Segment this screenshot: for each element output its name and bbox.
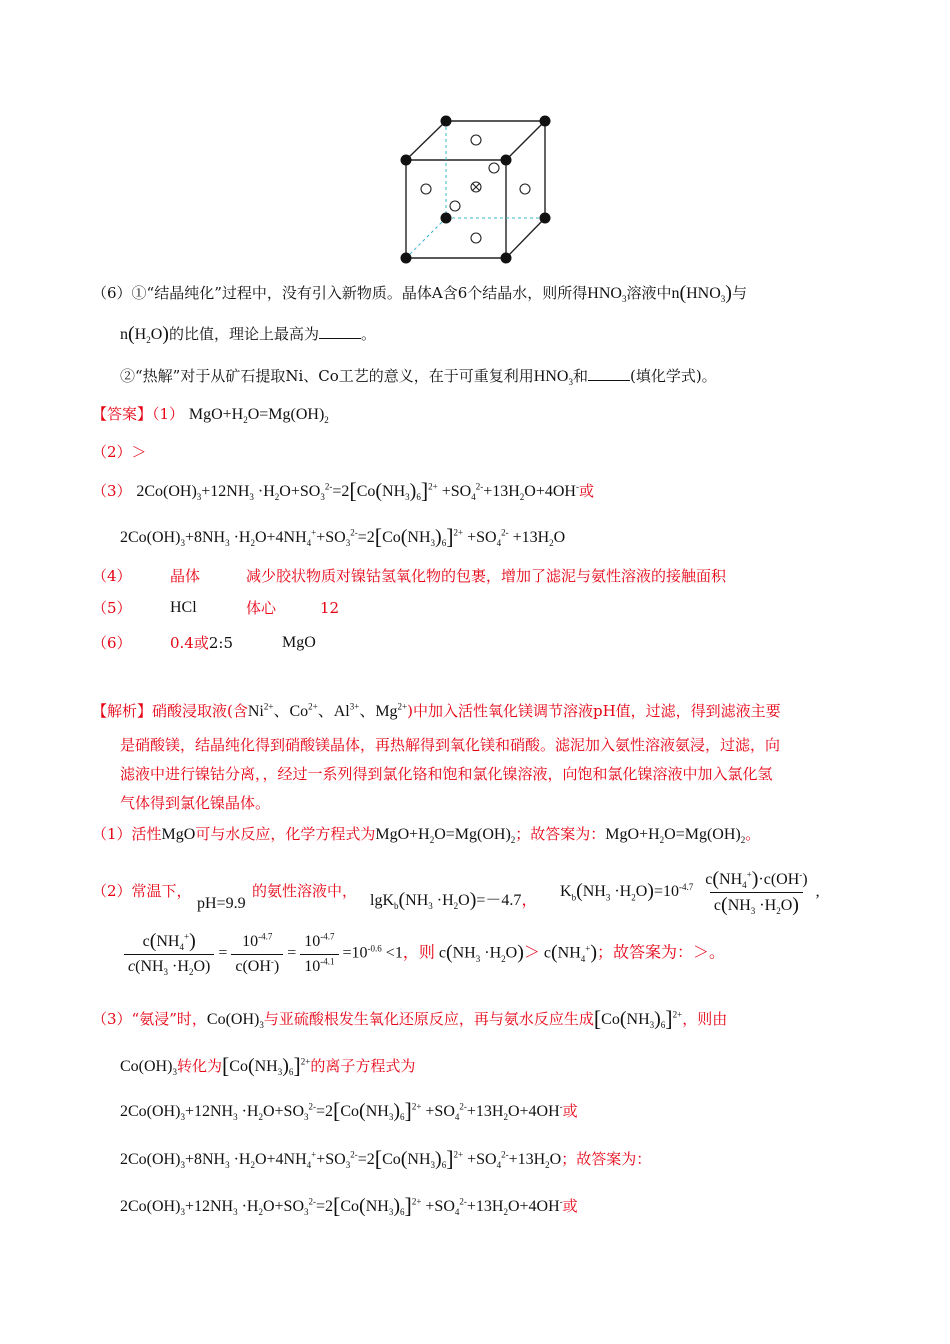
hno3-formula: $HNO_3$ (587, 285, 627, 305)
corner-atom (401, 253, 412, 264)
answer-4: （4） 晶体 减少胶状物质对镍钴氢氧化物的包裹，增加了滤泥与氨性溶液的接触面积 (92, 567, 727, 585)
kb-fraction: $\frac{c(NH_4^+)\cdot c(OH^-)}{c(NH_3 \cdot H_2O)}$ (705, 868, 808, 917)
corner-atom (441, 213, 452, 224)
face-atom (421, 184, 431, 194)
cube-edge (406, 121, 446, 160)
q6-line-2: $n(H_2O)$的比值，理论上最高为 。 (120, 323, 376, 346)
answer-1: 【答案】（1） $MgO+H_2O=Mg(OH)_2$ (92, 405, 329, 426)
n-hno3: $n(HNO_3)$ (671, 282, 732, 305)
analysis-tag: 【解析】 (92, 702, 153, 720)
answer-3a: （3） $2Co(OH)_3+12NH_3 \cdot H_2O+SO_3^{2-}=2[Co(NH_3)_6]^{2+} +SO_4^{2-}+13H_2O+4OH^-$或 (92, 478, 594, 503)
kb-expression: $K_b(NH_3 \cdot H_2O)=10^{-4.7}$ $\frac{c(NH_4^+)\cdot c(OH^-)}{c(NH_3 \cdot H_2O)}$ , (560, 868, 820, 917)
answer-blank[interactable] (588, 366, 630, 381)
corner-atom (501, 155, 512, 166)
corner-atom (540, 116, 551, 127)
analysis-eq-3: $2Co(OH)_3+12NH_3 \cdot H_2O+SO_3^{2-}=2[Co(NH_3)_6]^{2+} +SO_4^{2-}+13H_2O+4OH^-$或 (120, 1193, 578, 1218)
answer-6: （6） 0.4或2:5 MgO (92, 634, 316, 652)
analysis-s3-b: $Co(OH)_3$转化为$[Co(NH_3)_6]^{2+}$的离子方程式为 (120, 1053, 416, 1078)
analysis-p4: 气体得到氯化镍晶体。 (120, 794, 271, 812)
q6-line-1: （6）①“结晶纯化”过程中，没有引入新物质。晶体A含6个结晶水，则所得$HNO_3$溶液中$n(HNO_3)$与 (92, 282, 747, 305)
n-h2o: $n(H_2O)$ (120, 323, 169, 346)
corner-atom (501, 253, 512, 264)
answer-blank[interactable] (319, 324, 361, 339)
answer-5: （5） HCl 体心 12 (92, 599, 340, 617)
q6-line-3: ②“热解”对于从矿石提取Ni、Co工艺的意义，在于可重复利用$HNO_3$和 (填化学式)。 (120, 367, 717, 388)
answer-tag: 【答案】 (92, 405, 153, 423)
answer-3b: $2Co(OH)_3+8NH_3 \cdot H_2O+4NH_4^++SO_3^{2-}=2[Co(NH_3)_6]^{2+} +SO_4^{2-} +13H_2O$ (120, 524, 566, 549)
corner-atom (401, 155, 412, 166)
ph-value: pH=9.9 (197, 895, 246, 912)
face-atom (450, 201, 460, 211)
analysis-p3: 滤液中进行镍钴分离，，经过一系列得到氯化铬和饱和氯化镍溶液，向饱和氯化镍溶液中加入氯化氢 (120, 765, 773, 783)
answer-2: （2）＞ (92, 443, 147, 461)
analysis-eq-1: $2Co(OH)_3+12NH_3 \cdot H_2O+SO_3^{2-}=2[Co(NH_3)_6]^{2+} +SO_4^{2-}+13H_2O+4OH^-$或 (120, 1098, 578, 1123)
ratio-expression: $\frac{c(NH_4^+)}{c(NH_3 \cdot H_2O)}$ = $\frac{10^{-4.7}}{c(OH^-)}$ = $\frac{10^{-4.7}}{10^{-4.1}}$ $=10^{-0.6} <1$，则 $c(NH_3 \cdot H_2O)> c(NH_4^+)$；故答案为：＞。 (120, 930, 725, 978)
face-atom (489, 163, 499, 173)
analysis-eq-2: $2Co(OH)_3+8NH_3 \cdot H_2O+4NH_4^++SO_3^{2-}=2[Co(NH_3)_6]^{2+} +SO_4^{2-}+13H_2O$；故答案为： (120, 1146, 652, 1171)
hidden-edge (406, 218, 446, 258)
cube-edge (506, 218, 545, 258)
face-atom (471, 135, 481, 145)
corner-atom (540, 213, 551, 224)
corner-atom (441, 116, 452, 127)
analysis-p2: 是硝酸镁，结晶纯化得到硝酸镁晶体，再热解得到氧化镁和硝酸。滤泥加入氨性溶液氨浸，过滤，向 (120, 736, 781, 754)
analysis-s1: （1）活性MgO可与水反应，化学方程式为$MgO+H_2O=Mg(OH)_2$；故答案为：$MgO+H_2O=Mg(OH)_2$。 (92, 825, 761, 846)
crystal-cell-diagram (396, 112, 556, 274)
analysis-s3: （3）“氨浸”时，$Co(OH)_3$与亚硫酸根发生氧化还原反应，再与氨水反应生成$[Co(NH_3)_6]^{2+}$，则由 (92, 1006, 728, 1031)
face-atom (520, 184, 530, 194)
lgkb-expression: $\lg K_b(NH_3 \cdot H_2O)=-4.7$， (370, 889, 538, 912)
cube-edge (506, 121, 545, 160)
analysis-s2-text: 的氨性溶液中， (252, 882, 358, 900)
face-atom (471, 233, 481, 243)
analysis-p1: 【解析】硝酸浸取液(含$Ni^{2+}$、$Co^{2+}$、$Al^{3+}$、$Mg^{2+}$)中加入活性氧化镁调节溶液pH值，过滤，得到滤液主要 (92, 701, 781, 720)
body-center-atom (471, 182, 481, 192)
analysis-s2-label: （2）常温下， (92, 882, 192, 900)
